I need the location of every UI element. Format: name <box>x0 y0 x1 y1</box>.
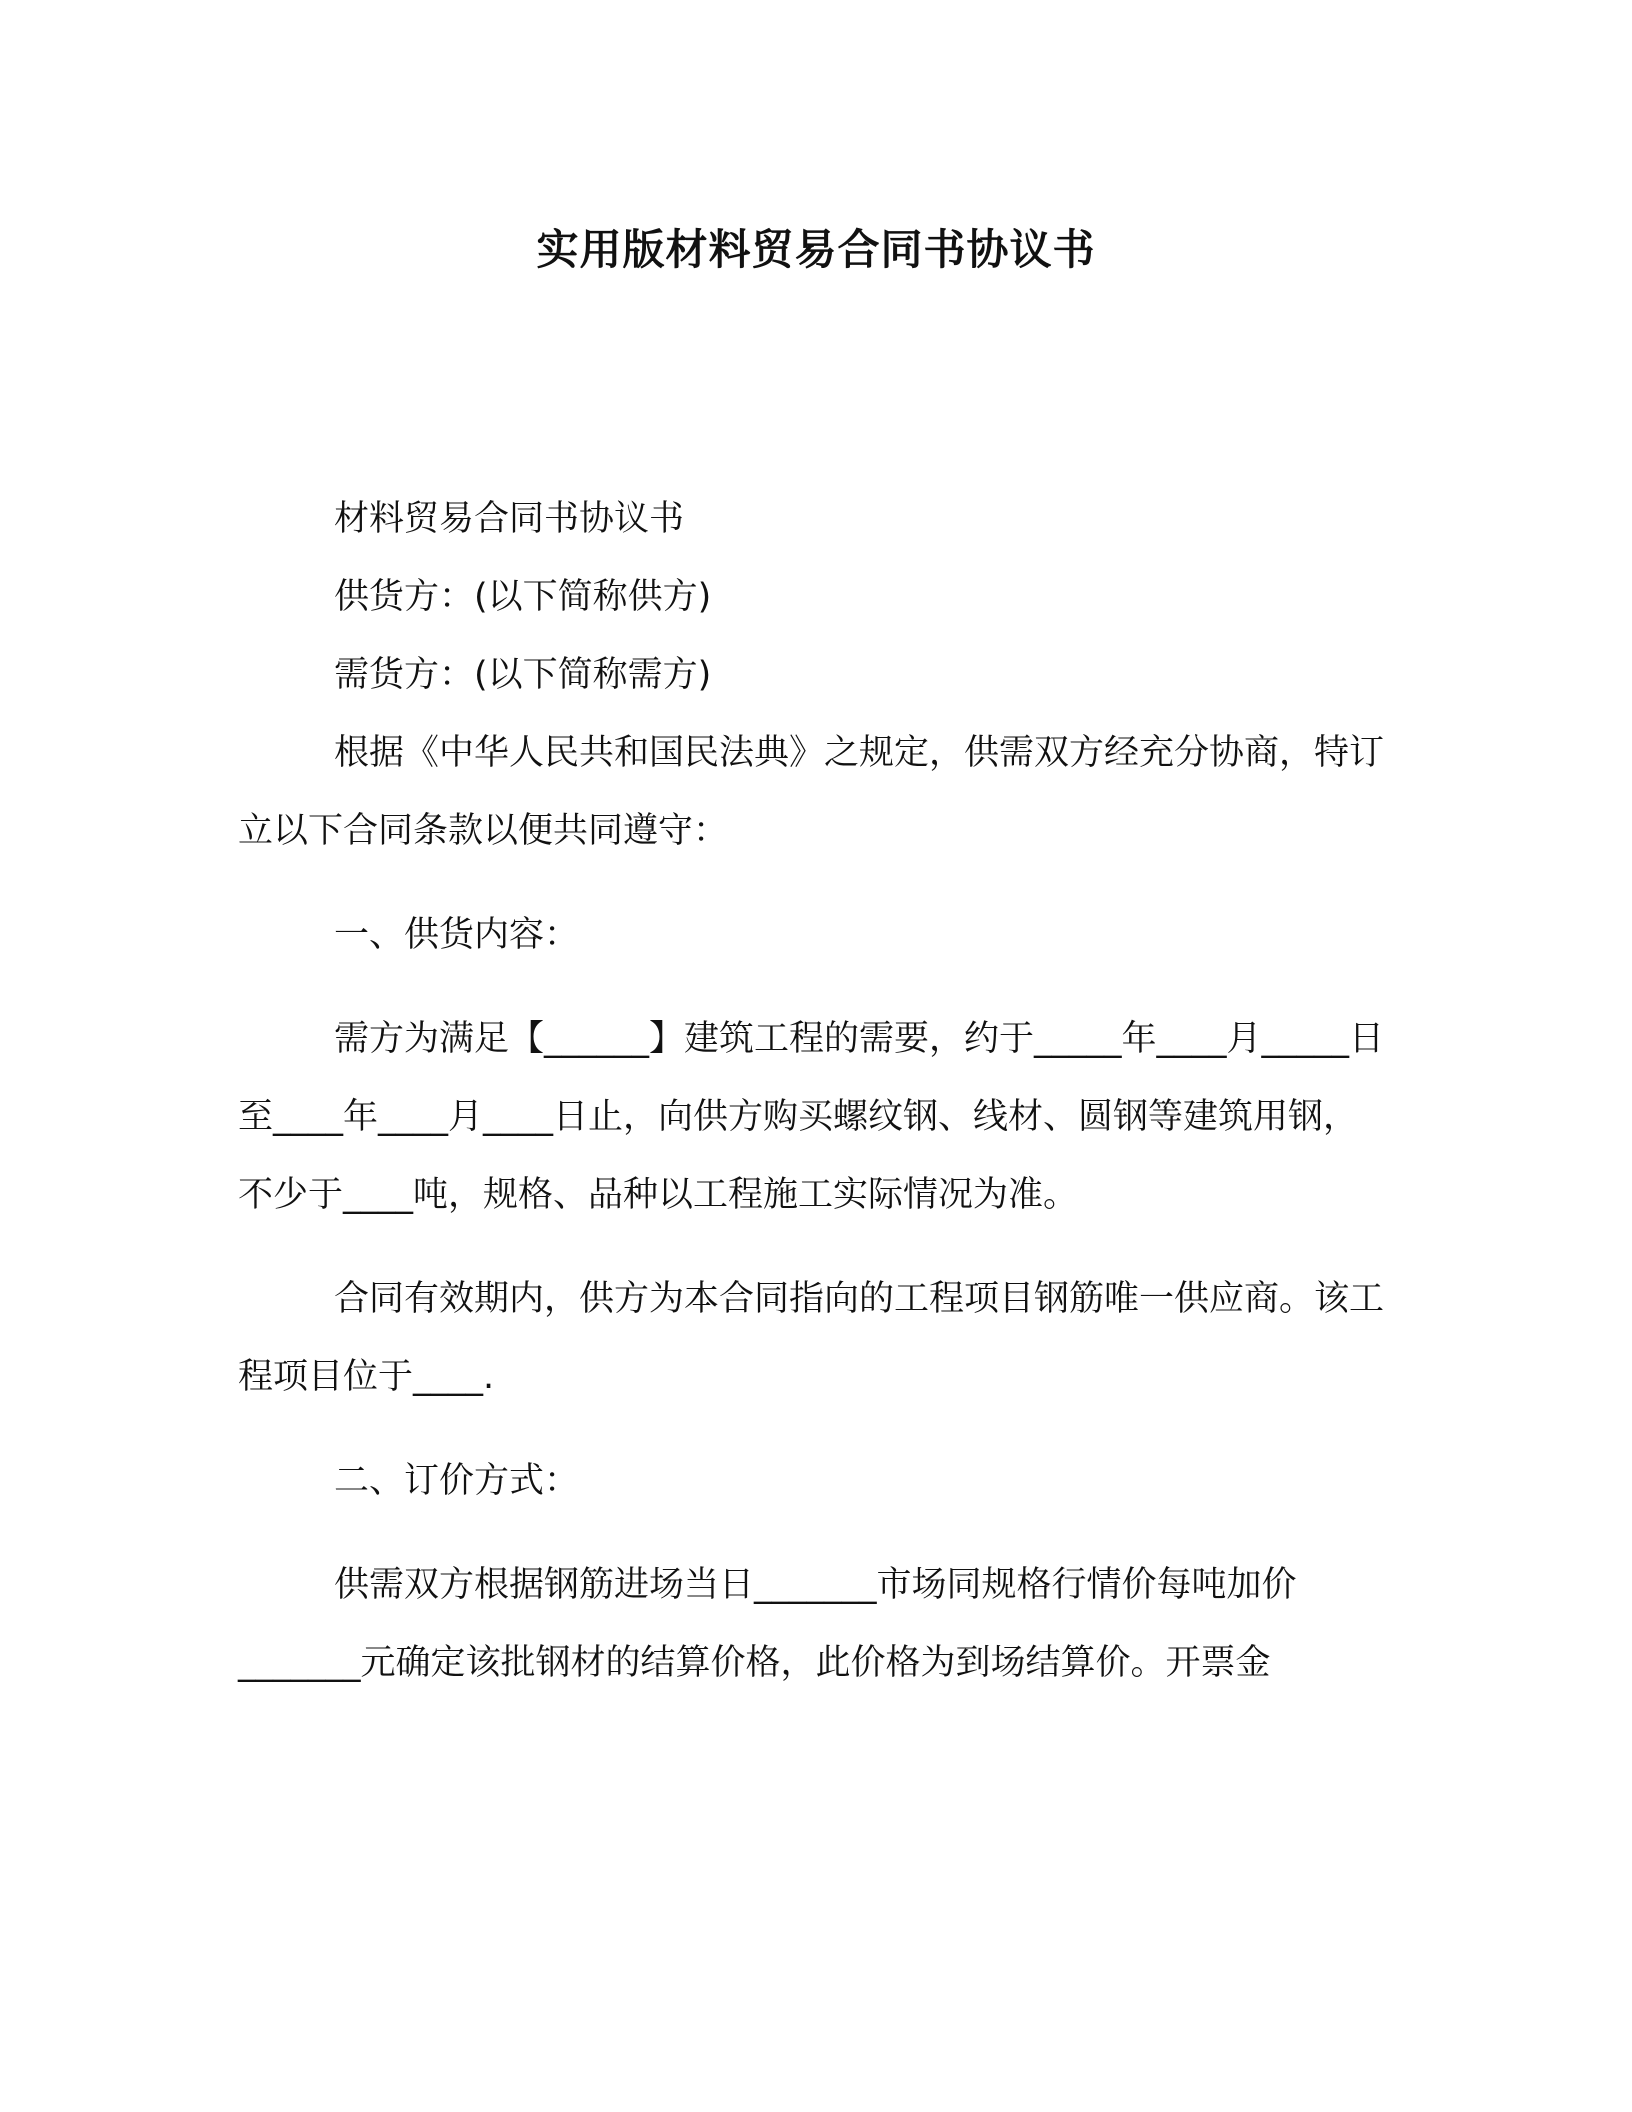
paragraph-supplier: 供货方：(以下简称供方) <box>334 577 712 617</box>
paragraph-exclusive-supplier: 合同有效期内，供方为本合同指向的工程项目钢筋唯一供应商。该工程项目位于____. <box>238 1279 1385 1397</box>
heading-pricing-method: 二、订价方式： <box>334 1461 580 1501</box>
document-title: 实用版材料贸易合同书协议书 <box>536 225 1096 274</box>
paragraph-contract-name: 材料贸易合同书协议书 <box>334 499 685 539</box>
paragraph-supply-details: 需方为满足【______】建筑工程的需要，约于_____年____月_____日至____年____月____日止，向供方购买螺纹钢、线材、圆钢等建筑用钢，不少于____吨，规格、品种以工程施工实际情况为准。 <box>238 1019 1385 1215</box>
heading-supply-content: 一、供货内容： <box>334 915 580 955</box>
document-body <box>238 480 1388 1702</box>
paragraph-pricing-details: 供需双方根据钢筋进场当日_______市场同规格行情价每吨加价_______元确定该批钢材的结算价格，此价格为到场结算价。开票金 <box>238 1565 1297 1683</box>
paragraph-preamble: 根据《中华人民共和国民法典》之规定，供需双方经充分协商，特订立以下合同条款以便共同遵守： <box>238 733 1385 851</box>
paragraph-buyer: 需货方：(以下简称需方) <box>334 655 712 695</box>
